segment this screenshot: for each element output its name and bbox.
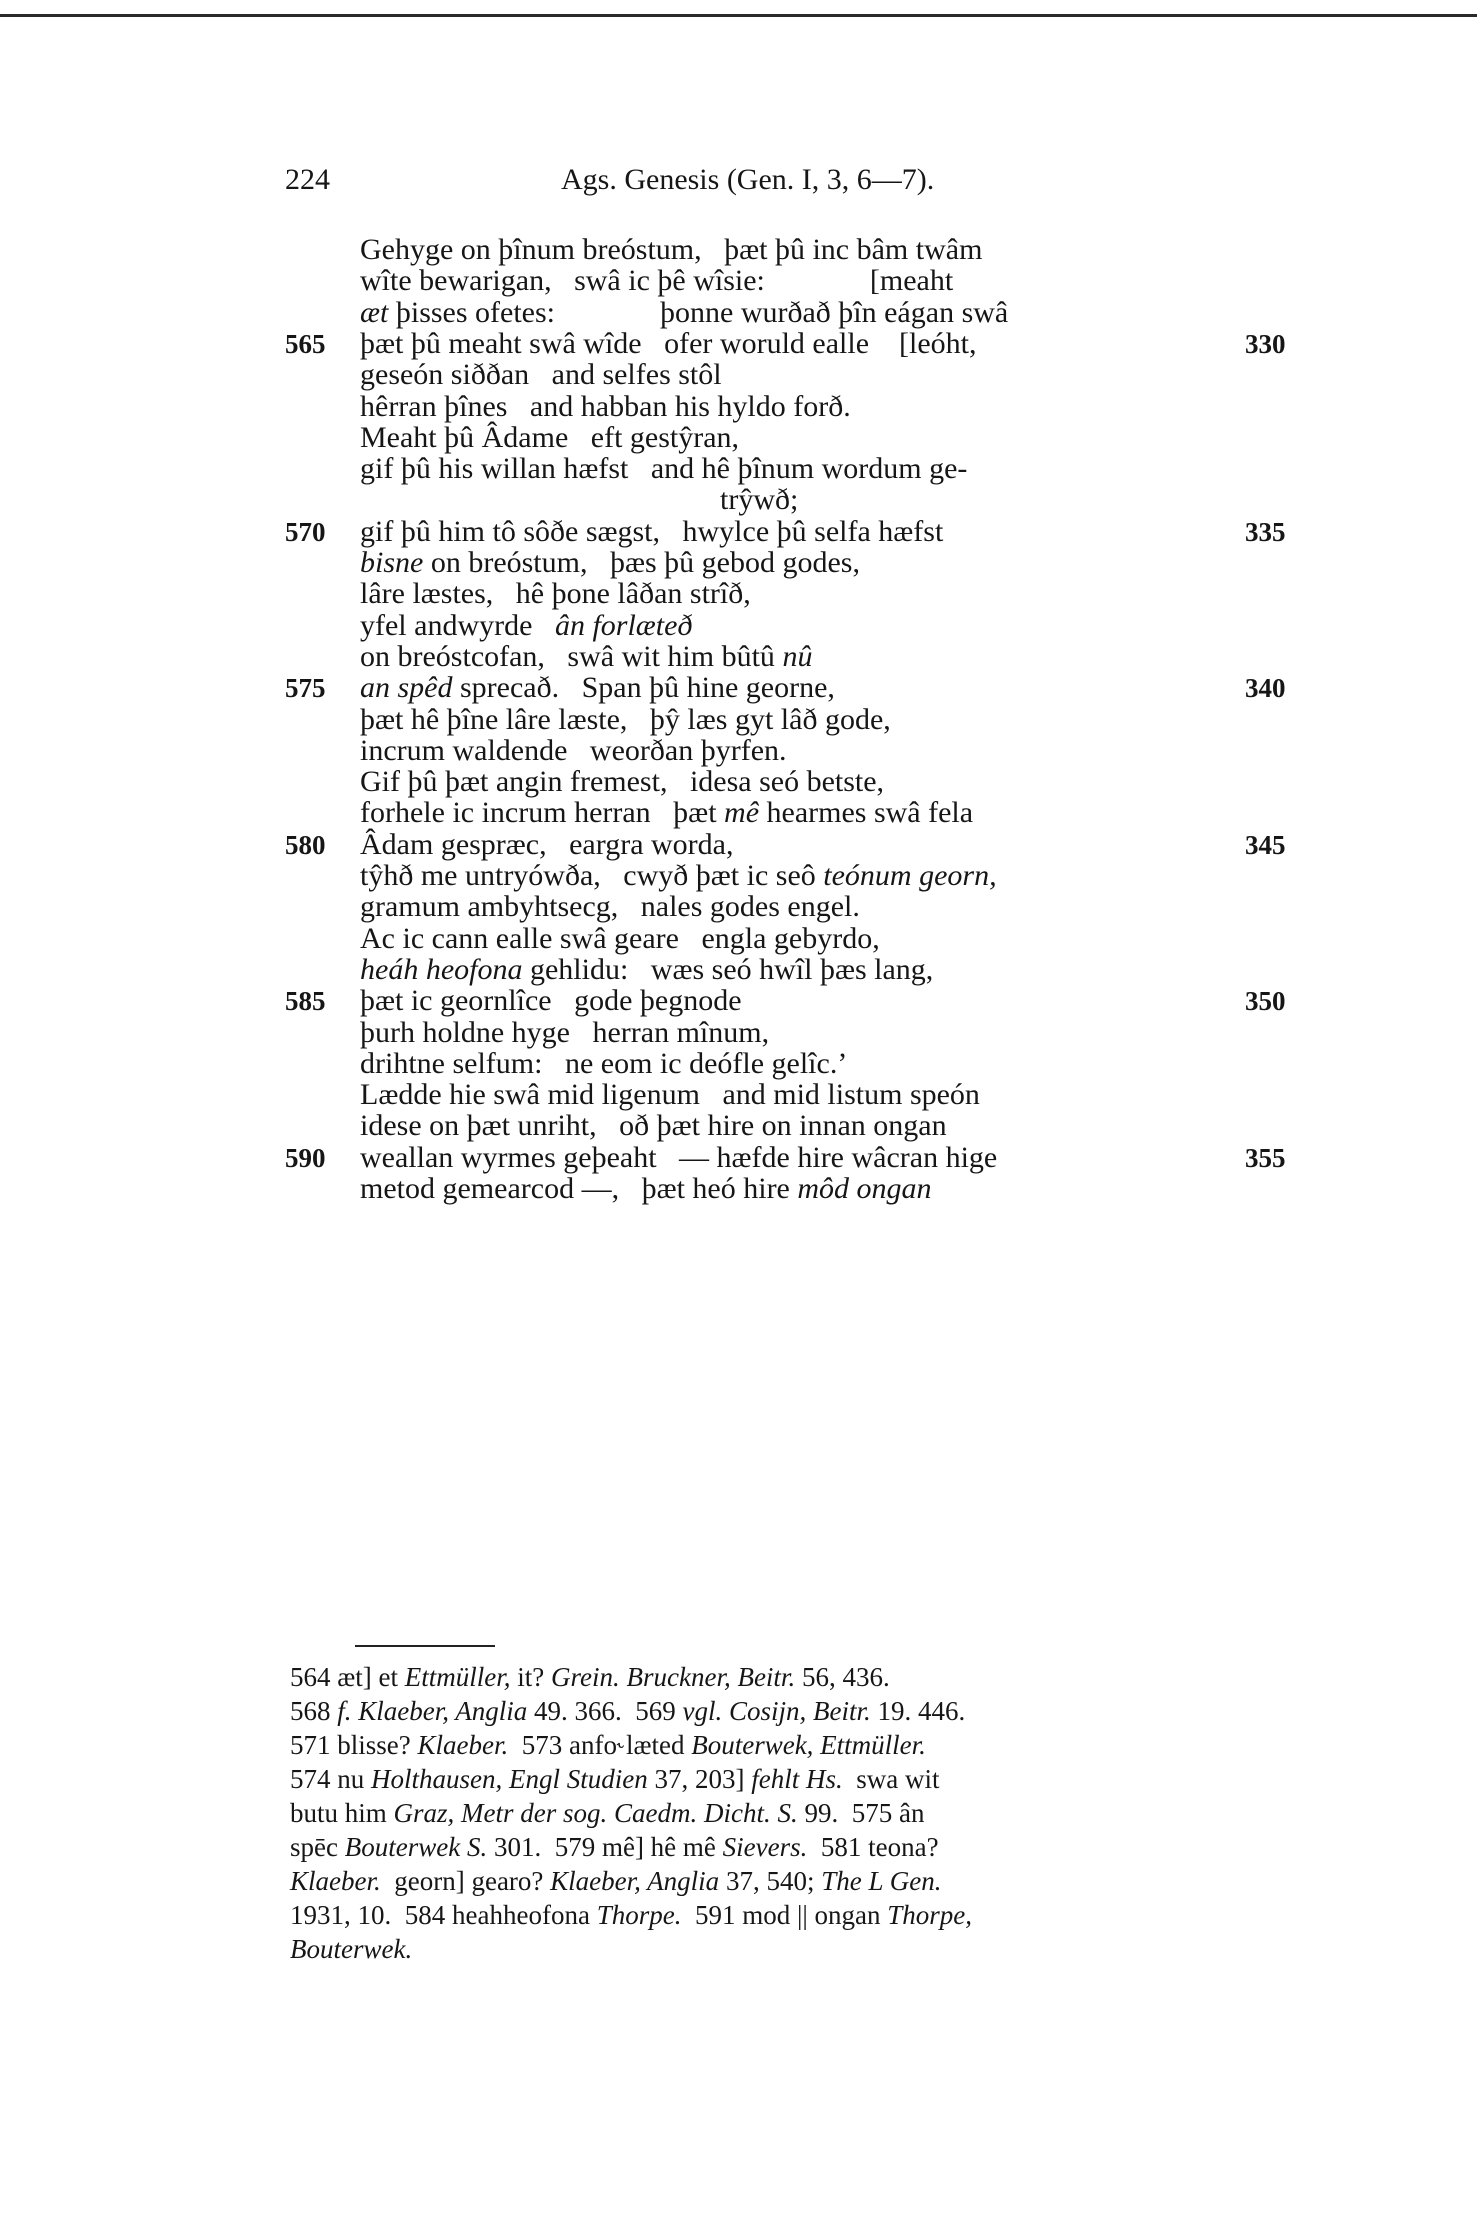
verse-text: forhele ic incrum herran þæt mê hearmes swâ fela xyxy=(360,796,974,829)
reference-number: 340 xyxy=(1245,673,1286,703)
verse-text: gif þû him tô sôðe sægst, hwylce þû selfa hæfst xyxy=(360,515,944,548)
footnote-line: 568 f. Klaeber, Anglia 49. 366. 569 vgl. Cosijn, Beitr. 19. 446. xyxy=(290,1696,966,1726)
verse-text: þurh holdne hyge herran mînum, xyxy=(360,1016,770,1049)
line-number: 575 xyxy=(285,673,326,703)
verse-text: yfel andwyrde ân forlæteð xyxy=(360,609,693,642)
verse-text: geseón siððan and selfes stôl xyxy=(360,358,722,391)
verse-text: Gehyge on þînum breóstum, þæt þû inc bâm twâm xyxy=(360,233,983,266)
reference-number: 350 xyxy=(1245,986,1286,1016)
verse-text: þæt hê þîne lâre læste, þŷ læs gyt lâð gode, xyxy=(360,703,891,736)
footnote-line: butu him Graz, Metr der sog. Caedm. Dicht. S. 99. 575 ân xyxy=(290,1798,925,1828)
verse-text: Âdam gespræc, eargra worda, xyxy=(360,828,734,861)
verse-text: metod gemearcod —, þæt heó hire môd ongan xyxy=(360,1172,932,1205)
verse-line xyxy=(0,1167,1300,1211)
line-number: 590 xyxy=(285,1143,326,1173)
verse-text: æt þisses ofetes: þonne wurðað þîn eágan swâ xyxy=(360,296,1009,329)
reference-number: 355 xyxy=(1245,1143,1286,1173)
footnote-line: 574 nu Holthausen, Engl Studien 37, 203] fehlt Hs. swa wit xyxy=(290,1764,940,1794)
verse-text: on breóstcofan, swâ wit him bûtû nû xyxy=(360,640,813,673)
verse-text: Lædde hie swâ mid ligenum and mid listum speón xyxy=(360,1078,980,1111)
line-number: 585 xyxy=(285,986,326,1016)
verse-text: weallan wyrmes geþeaht — hæfde hire wâcran hige xyxy=(360,1141,998,1174)
page-top-edge xyxy=(0,14,1477,17)
running-header xyxy=(285,160,1245,200)
reference-number: 335 xyxy=(1245,517,1286,547)
line-number: 565 xyxy=(285,329,326,359)
verse-text: gramum ambyhtsecg, nales godes engel. xyxy=(360,890,860,923)
line-number: 570 xyxy=(285,517,326,547)
verse-text: tŷhð me untryówða, cwyð þæt ic seô teónum georn, xyxy=(360,859,997,892)
verse-text: þæt ic geornlîce gode þegnode xyxy=(360,984,742,1017)
page-number: 224 xyxy=(285,163,330,196)
footnote-line: 564 æt] et Ettmüller, it? Grein. Bruckner, Beitr. 56, 436. xyxy=(290,1662,890,1692)
reference-number: 330 xyxy=(1245,329,1286,359)
footnote-line: Bouterwek. xyxy=(290,1934,413,1964)
verse-text: gif þû his willan hæfst and hê þînum wordum ge- xyxy=(360,452,968,485)
running-title: Ags. Genesis (Gen. I, 3, 6—7). xyxy=(561,163,935,196)
footnote-line: Klaeber. georn] gearo? Klaeber, Anglia 37, 540; The L Gen. xyxy=(290,1866,942,1896)
footnote-line: 571 blisse? Klaeber. 573 anfo˞læted Bouterwek, Ettmüller. xyxy=(290,1730,926,1760)
verse-text: heáh heofona gehlidu: wæs seó hwîl þæs lang, xyxy=(360,953,934,986)
line-number: 580 xyxy=(285,830,326,860)
verse-text: Gif þû þæt angin fremest, idesa seó betste, xyxy=(360,765,885,798)
verse-text: an spêd sprecað. Span þû hine georne, xyxy=(360,671,835,704)
verse-text: wîte bewarigan, swâ ic þê wîsie: [meaht xyxy=(360,264,954,297)
verse-text: idese on þæt unriht, oð þæt hire on innan ongan xyxy=(360,1109,947,1142)
footnote-line: 1931, 10. 584 heahheofona Thorpe. 591 mod || ongan Thorpe, xyxy=(290,1900,973,1930)
verse-text: drihtne selfum: ne eom ic deófle gelîc.’ xyxy=(360,1047,848,1080)
verse-text: incrum waldende weorðan þyrfen. xyxy=(360,734,787,767)
reference-number: 345 xyxy=(1245,830,1286,860)
footnotes xyxy=(290,1660,1310,1966)
verse-text: þæt þû meaht swâ wîde ofer woruld ealle [leóht, xyxy=(360,327,977,360)
verse-text: Meaht þû Âdame eft gestŷran, xyxy=(360,421,740,454)
footnote-divider xyxy=(355,1645,495,1647)
verse-text: bisne on breóstum, þæs þû gebod godes, xyxy=(360,546,860,579)
verse-text: trŷwð; xyxy=(360,483,799,516)
footnote-line: spēc Bouterwek S. 301. 579 mê] hê mê Sievers. 581 teona? xyxy=(290,1832,939,1862)
verse-text: hêrran þînes and habban his hyldo forð. xyxy=(360,390,851,423)
verse-text: Ac ic cann ealle swâ geare engla gebyrdo, xyxy=(360,922,880,955)
verse-text: lâre læstes, hê þone lâðan strîð, xyxy=(360,577,751,610)
